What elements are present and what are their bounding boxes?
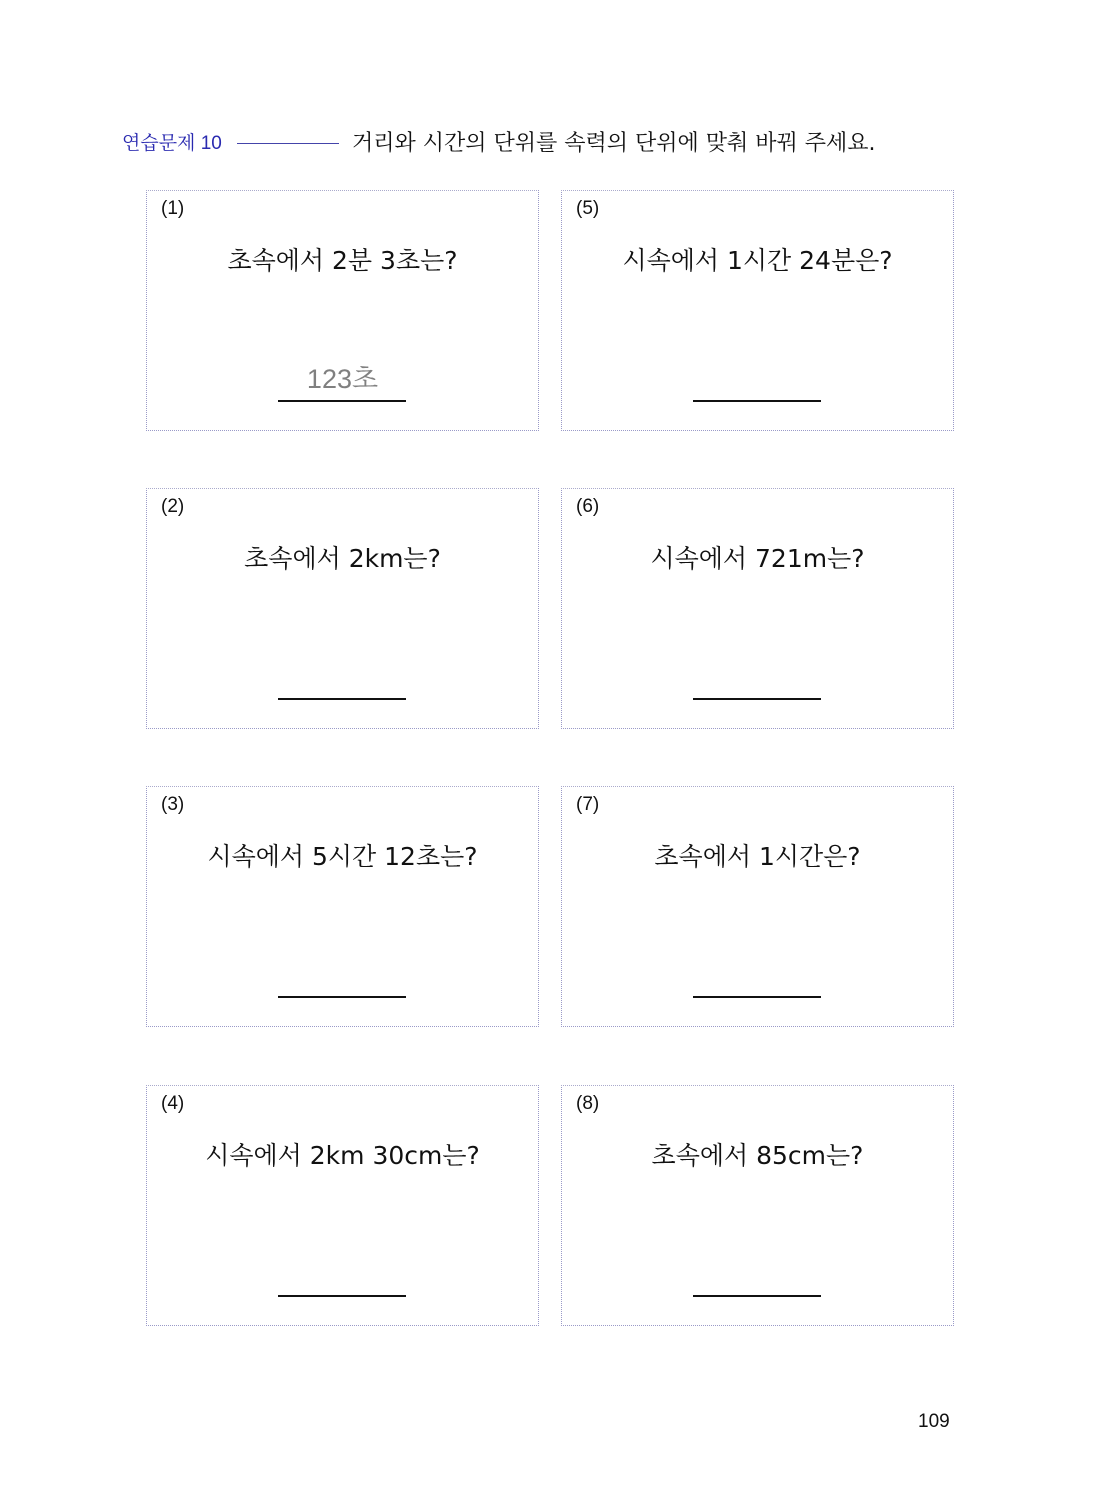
problem-question: 시속에서 2km 30cm는?	[205, 1141, 480, 1170]
problem-card-2	[146, 488, 539, 729]
answer-line	[278, 400, 406, 402]
problem-card-5	[561, 190, 954, 431]
problem-answer[interactable]: 123초	[306, 364, 379, 394]
problem-question: 초속에서 1시간은?	[654, 842, 861, 871]
answer-line	[278, 996, 406, 998]
problem-number: (3)	[161, 794, 185, 815]
problem-question: 시속에서 1시간 24분은?	[622, 246, 893, 275]
problem-card-6	[561, 488, 954, 729]
problem-number: (2)	[161, 496, 185, 517]
answer-line	[278, 698, 406, 700]
answer-line	[693, 400, 821, 402]
answer-line	[693, 698, 821, 700]
answer-line	[693, 996, 821, 998]
problem-card-8	[561, 1085, 954, 1326]
problem-number: (7)	[576, 794, 600, 815]
problem-question: 시속에서 721m는?	[650, 544, 865, 573]
problem-card-1	[146, 190, 539, 431]
problem-number: (8)	[576, 1093, 600, 1114]
instruction-text: 거리와 시간의 단위를 속력의 단위에 맞춰 바꿔 주세요.	[352, 131, 876, 156]
problem-card-4	[146, 1085, 539, 1326]
exercise-header	[122, 122, 1022, 158]
problem-card-3	[146, 786, 539, 1027]
problem-question: 초속에서 85cm는?	[651, 1141, 864, 1170]
problem-number: (5)	[576, 198, 600, 219]
problem-number: (6)	[576, 496, 600, 517]
problem-question: 시속에서 5시간 12초는?	[207, 842, 478, 871]
header-divider	[237, 143, 339, 144]
problem-number: (1)	[161, 198, 185, 219]
problem-question: 초속에서 2km는?	[244, 544, 441, 573]
answer-line	[693, 1295, 821, 1297]
problem-number: (4)	[161, 1093, 185, 1114]
page-number: 109	[918, 1411, 950, 1432]
problem-card-7	[561, 786, 954, 1027]
answer-line	[278, 1295, 406, 1297]
exercise-label: 연습문제 10	[122, 133, 222, 154]
problem-question: 초속에서 2분 3초는?	[227, 246, 458, 275]
